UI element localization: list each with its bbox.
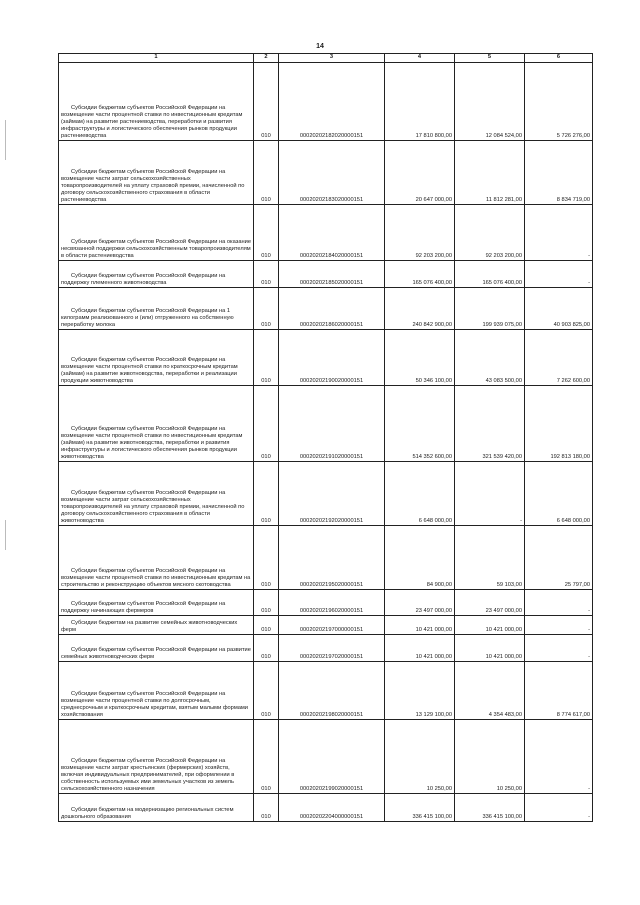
row-code: 010: [254, 635, 279, 662]
row-value-5: 336 415 100,00: [455, 794, 525, 822]
row-value-4: 10 421 000,00: [385, 635, 455, 662]
row-name: Субсидии бюджетам субъектов Российской Федерации на возмещение части затрат крестьянских (фермерских) хозяйств, включая индивидуальных предпринимателей, при оформлении в собственность используемых ими земельных участков из земель сельскохозяйственного назначения: [59, 720, 254, 794]
row-name: Субсидии бюджетам субъектов Российской Федерации на поддержку начинающих фермеров: [59, 590, 254, 616]
row-value-4: 165 076 400,00: [385, 261, 455, 288]
row-value-6: 6 648 000,00: [525, 462, 593, 526]
row-name: Субсидии бюджетам субъектов Российской Федерации на поддержку племенного животноводства: [59, 261, 254, 288]
table-row: [59, 63, 593, 141]
table-row: [59, 261, 593, 288]
table-row: [59, 590, 593, 616]
row-value-6: -: [525, 635, 593, 662]
row-value-5: 23 497 000,00: [455, 590, 525, 616]
table-row: [59, 141, 593, 205]
row-value-4: 240 842 900,00: [385, 288, 455, 330]
table-row: [59, 526, 593, 590]
row-code: 010: [254, 662, 279, 720]
row-value-4: 23 497 000,00: [385, 590, 455, 616]
column-header: 1: [59, 54, 254, 63]
row-kbk: 00020202197020000151: [279, 635, 385, 662]
row-code: 010: [254, 205, 279, 261]
row-kbk: 00020202198020000151: [279, 662, 385, 720]
row-name: Субсидии бюджетам субъектов Российской Федерации на возмещение части процентной ставки по инвестиционным кредитам на строительство и реконструкцию объектов мясного скотоводства: [59, 526, 254, 590]
row-code: 010: [254, 386, 279, 462]
row-name: Субсидии бюджетам субъектов Российской Федерации на 1 килограмм реализованного и (или) отгруженного на собственную переработку молока: [59, 288, 254, 330]
row-kbk: 00020202204000000151: [279, 794, 385, 822]
row-kbk: 00020202182020000151: [279, 63, 385, 141]
row-value-4: 6 648 000,00: [385, 462, 455, 526]
row-value-6: 40 903 825,00: [525, 288, 593, 330]
row-value-5: 199 939 075,00: [455, 288, 525, 330]
row-kbk: 00020202183020000151: [279, 141, 385, 205]
row-name: Субсидии бюджетам субъектов Российской Федерации на возмещение части процентной ставки по краткосрочным кредитам (займам) на развитие животноводства, переработки и реализации продукции животноводства: [59, 330, 254, 386]
column-header: 4: [385, 54, 455, 63]
scan-artifact: [5, 520, 6, 550]
row-value-6: 5 726 276,00: [525, 63, 593, 141]
row-name: Субсидии бюджетам субъектов Российской Федерации на возмещение части затрат сельскохозяйственных товаропроизводителей на уплату страховой премии, начисленной по договору сельскохозяйственного страхования в области растениеводства: [59, 141, 254, 205]
column-header: 3: [279, 54, 385, 63]
budget-table: [58, 53, 593, 822]
table-row: [59, 330, 593, 386]
row-code: 010: [254, 462, 279, 526]
row-value-4: 10 250,00: [385, 720, 455, 794]
row-kbk: 00020202192020000151: [279, 462, 385, 526]
column-header: 5: [455, 54, 525, 63]
row-value-5: 4 354 483,00: [455, 662, 525, 720]
row-value-6: 192 813 180,00: [525, 386, 593, 462]
row-value-4: 514 352 600,00: [385, 386, 455, 462]
row-name: Субсидии бюджетам на модернизацию региональных систем дошкольного образования: [59, 794, 254, 822]
row-name: Субсидии бюджетам субъектов Российской Федерации на возмещение части процентной ставки по инвестиционным кредитам (займам) на развитие растениеводства, переработки и развития инфраструктуры и логистического обеспечения рынков продукции растениеводства: [59, 63, 254, 141]
row-value-4: 17 810 800,00: [385, 63, 455, 141]
row-name: Субсидии бюджетам субъектов Российской Федерации на развитие семейных животноводческих ферм: [59, 635, 254, 662]
row-value-4: 20 647 000,00: [385, 141, 455, 205]
row-value-5: 321 539 420,00: [455, 386, 525, 462]
row-value-4: 84 900,00: [385, 526, 455, 590]
table-row: [59, 720, 593, 794]
row-name: Субсидии бюджетам субъектов Российской Федерации на возмещение части затрат сельскохозяйственных товаропроизводителей на уплату страховой премии, начисленной по договору сельскохозяйственного страхования в области животноводства: [59, 462, 254, 526]
row-code: 010: [254, 141, 279, 205]
row-value-6: -: [525, 616, 593, 635]
row-value-5: 10 421 000,00: [455, 635, 525, 662]
row-value-5: -: [455, 462, 525, 526]
row-value-5: 11 812 281,00: [455, 141, 525, 205]
row-value-6: -: [525, 720, 593, 794]
row-kbk: 00020202190020000151: [279, 330, 385, 386]
row-kbk: 00020202196020000151: [279, 590, 385, 616]
table-row: [59, 616, 593, 635]
row-value-6: 8 834 719,00: [525, 141, 593, 205]
scan-artifact: [5, 120, 6, 160]
row-kbk: 00020202185020000151: [279, 261, 385, 288]
row-code: 010: [254, 794, 279, 822]
row-value-6: 7 262 600,00: [525, 330, 593, 386]
row-code: 010: [254, 590, 279, 616]
row-code: 010: [254, 720, 279, 794]
page-number: 14: [316, 43, 324, 50]
row-value-6: -: [525, 205, 593, 261]
row-name: Субсидии бюджетам субъектов Российской Федерации на оказание несвязанной поддержки сельскохозяйственным товаропроизводителям в области растениеводства: [59, 205, 254, 261]
row-value-5: 59 103,00: [455, 526, 525, 590]
row-value-5: 10 421 000,00: [455, 616, 525, 635]
row-code: 010: [254, 330, 279, 386]
table-row: [59, 794, 593, 822]
table-row: [59, 635, 593, 662]
row-value-4: 13 129 100,00: [385, 662, 455, 720]
row-kbk: 00020202197000000151: [279, 616, 385, 635]
table-row: [59, 205, 593, 261]
table-row: [59, 288, 593, 330]
row-value-5: 165 076 400,00: [455, 261, 525, 288]
row-value-4: 336 415 100,00: [385, 794, 455, 822]
row-code: 010: [254, 261, 279, 288]
row-value-4: 50 346 100,00: [385, 330, 455, 386]
row-code: 010: [254, 63, 279, 141]
row-code: 010: [254, 616, 279, 635]
table-row: [59, 662, 593, 720]
column-header: 6: [525, 54, 593, 63]
column-header: 2: [254, 54, 279, 63]
row-kbk: 00020202195020000151: [279, 526, 385, 590]
table-row: [59, 462, 593, 526]
table-row: [59, 386, 593, 462]
row-name: Субсидии бюджетам субъектов Российской Федерации на возмещение части процентной ставки по инвестиционным кредитам (займам) на развитие животноводства, переработки и развития инфраструктуры и логистического обеспечения рынков продукции животноводства: [59, 386, 254, 462]
row-code: 010: [254, 526, 279, 590]
row-value-5: 43 083 500,00: [455, 330, 525, 386]
row-kbk: 00020202186020000151: [279, 288, 385, 330]
row-code: 010: [254, 288, 279, 330]
row-value-6: 8 774 617,00: [525, 662, 593, 720]
row-kbk: 00020202191020000151: [279, 386, 385, 462]
row-name: Субсидии бюджетам на развитие семейных животноводческих ферм: [59, 616, 254, 635]
row-value-5: 12 084 524,00: [455, 63, 525, 141]
row-name: Субсидии бюджетам субъектов Российской Федерации на возмещение части процентной ставки по долгосрочным, среднесрочным и краткосрочным кредитам, взятым малыми формами хозяйствования: [59, 662, 254, 720]
row-value-5: 10 250,00: [455, 720, 525, 794]
row-value-4: 10 421 000,00: [385, 616, 455, 635]
row-value-6: -: [525, 794, 593, 822]
row-value-6: 25 797,00: [525, 526, 593, 590]
row-kbk: 00020202184020000151: [279, 205, 385, 261]
row-value-4: 92 203 200,00: [385, 205, 455, 261]
table-header-row: [59, 54, 593, 63]
row-value-5: 92 203 200,00: [455, 205, 525, 261]
row-value-6: -: [525, 590, 593, 616]
row-value-6: -: [525, 261, 593, 288]
row-kbk: 00020202199020000151: [279, 720, 385, 794]
